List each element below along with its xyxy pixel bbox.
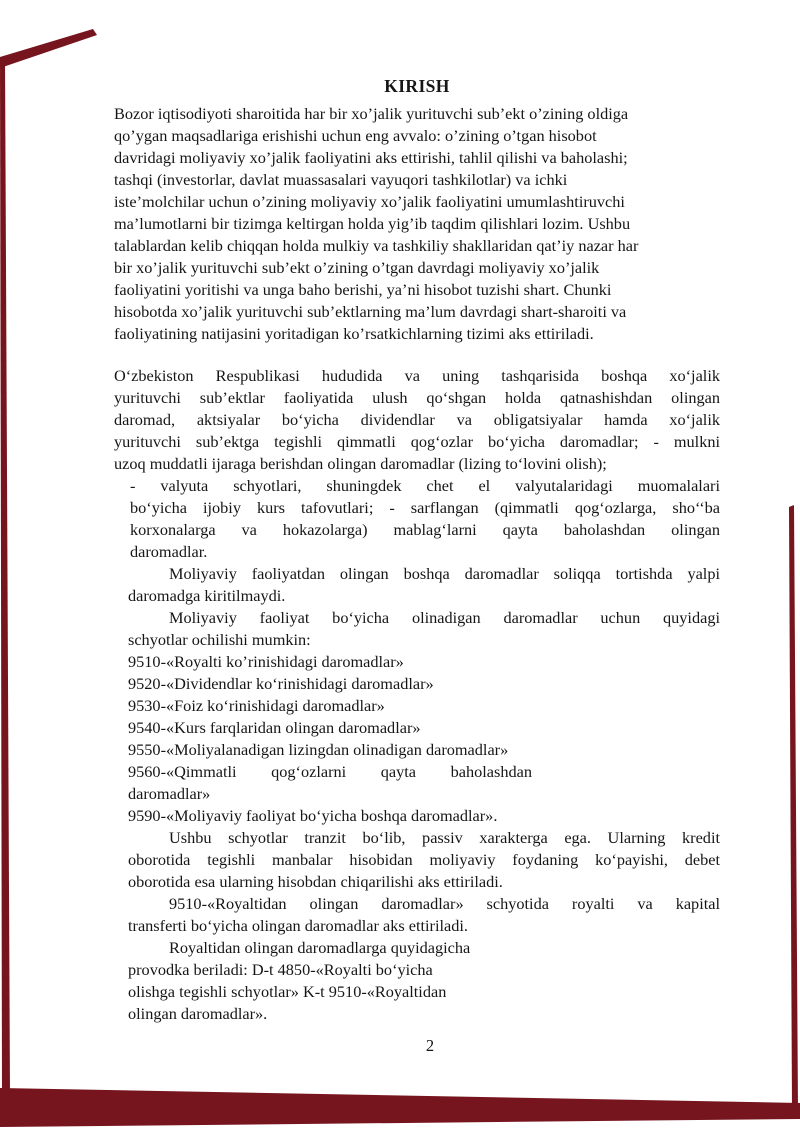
text-line: Moliyaviy faoliyat bo‘yicha olinadigan daromadlar uchun quyidagi	[169, 608, 720, 627]
text-line: 9550-«Moliyalanadigan lizingdan olinadigan daromadlar»	[128, 740, 509, 759]
text-line: - valyuta schyotlari, shuningdek chet el valyutalaridagi muomalalari	[130, 476, 720, 495]
text-line: 9510-«Royaltidan olingan daromadlar» schyotida royalti va kapital	[169, 894, 720, 913]
text-line: tashqi (investorlar, davlat muassasalari vayuqori tashkilotlar) va ichki	[114, 170, 568, 189]
text-line: Bozor iqtisodiyoti sharoitida har bir xo’jalik yurituvchi sub’ekt o’zining oldiga	[114, 104, 629, 123]
text-line: 9530-«Foiz ko‘rinishidagi daromadlar»	[128, 696, 385, 715]
text-line: transferti bo‘yicha olingan daromadlar aks ettiriladi.	[128, 916, 468, 935]
text-line: Moliyaviy faoliyatdan olingan boshqa daromadlar soliqqa tortishda yalpi	[169, 564, 720, 583]
left-edge-line	[0, 58, 10, 1100]
text-line: 9590-«Moliyaviy faoliyat bo‘yicha boshqa daromadlar».	[128, 806, 498, 825]
text-line: yurituvchi sub’ektga tegishli qimmatli qog‘ozlar bo‘yicha daromadlar; - mulkni	[114, 432, 720, 451]
text-line: daromad, aktsiyalar bo‘yicha dividendlar va obligatsiyalar hamda xo‘jalik	[114, 410, 720, 429]
text-line: qo’ygan maqsadlariga erishishi uchun eng avvalo: o’zining o’tgan hisobot	[114, 126, 597, 145]
document-lines	[114, 103, 720, 1025]
text-line: Ushbu schyotlar tranzit bo‘lib, passiv xarakterga ega. Ularning kredit	[169, 828, 720, 847]
top-left-edge-streak	[0, 29, 97, 68]
text-line: faoliyatining natijasini yoritadigan ko’rsatkichlarning tizimi aks ettiriladi.	[114, 324, 594, 343]
page-number: 2	[425, 1036, 435, 1055]
text-line: schyotlar ochilishi mumkin:	[128, 630, 311, 649]
text-line: korxonalarga va hokazolarga) mablag‘larni qayta baholashdan olingan	[130, 520, 720, 539]
text-line: daromadlar.	[130, 542, 208, 561]
text-line: 9510-«Royalti ko’rinishidagi daromadlar»	[128, 652, 404, 671]
text-line: talablardan kelib chiqqan holda mulkiy va tashkiliy shakllaridan qat’iy nazar har	[114, 236, 639, 255]
text-line: iste’molchilar uchun o’zining moliyaviy xo’jalik faoliyatini umumlashtiruvchi	[114, 192, 625, 211]
text-line: 9560-«Qimmatli qog‘ozlarni qayta baholashdan	[128, 762, 532, 781]
text-line: Royaltidan olingan daromadlarga quyidagicha	[169, 938, 471, 957]
text-line: bir xo’jalik yurituvchi sub’ekt o’zining o’tgan davrdagi moliyaviy xo’jalik	[114, 258, 600, 277]
page-title: KIRISH	[384, 76, 450, 96]
text-line: uzoq muddatli ijaraga berishdan olingan daromadlar (lizing to‘lovini olish);	[114, 454, 607, 473]
text-line: daromadga kiritilmaydi.	[128, 586, 286, 605]
text-line: olishga tegishli schyotlar» K-t 9510-«Royaltidan	[128, 982, 447, 1001]
text-line: provodka beriladi: D-t 4850-«Royalti bo‘yicha	[128, 960, 433, 979]
text-line: 9540-«Kurs farqlaridan olingan daromadlar»	[128, 718, 421, 737]
text-line: yurituvchi sub’ektlar faoliyatida ulush qo‘shgan holda qatnashishdan olingan	[114, 388, 720, 407]
text-line: bo‘yicha ijobiy kurs tafovutlari; - sarflangan (qimmatli qog‘ozlarga, sho‘‘ba	[130, 498, 720, 517]
text-line: daromadlar»	[128, 784, 211, 803]
document-content	[114, 76, 720, 1025]
text-line: O‘zbekiston Respublikasi hududida va uning tashqarisida boshqa xo‘jalik	[114, 366, 720, 385]
text-line: hisobotda xo’jalik yurituvchi sub’ektlarning ma’lum davrdagi shart-sharoiti va	[114, 302, 627, 321]
text-line: oborotida esa ularning hisobdan chiqarilishi aks ettiriladi.	[128, 872, 503, 891]
right-edge-line	[789, 505, 798, 1112]
text-line: oborotida tegishli manbalar hisobidan moliyaviy foydaning ko‘payishi, debet	[128, 850, 720, 869]
text-line: olingan daromadlar».	[128, 1004, 268, 1023]
text-line: davridagi moliyaviy xo’jalik faoliyatini aks ettirishi, tahlil qilishi va baholashi;	[114, 148, 628, 167]
bottom-edge-band	[0, 1088, 800, 1127]
text-line: ma’lumotlarni bir tizimga keltirgan holda yig’ib taqdim qilishlari lozim. Ushbu	[114, 214, 631, 233]
text-line: faoliyatini yoritishi va unga baho berishi, ya’ni hisobot tuzishi shart. Chunki	[114, 280, 612, 299]
text-line: 9520-«Dividendlar ko‘rinishidagi daromadlar»	[128, 674, 434, 693]
